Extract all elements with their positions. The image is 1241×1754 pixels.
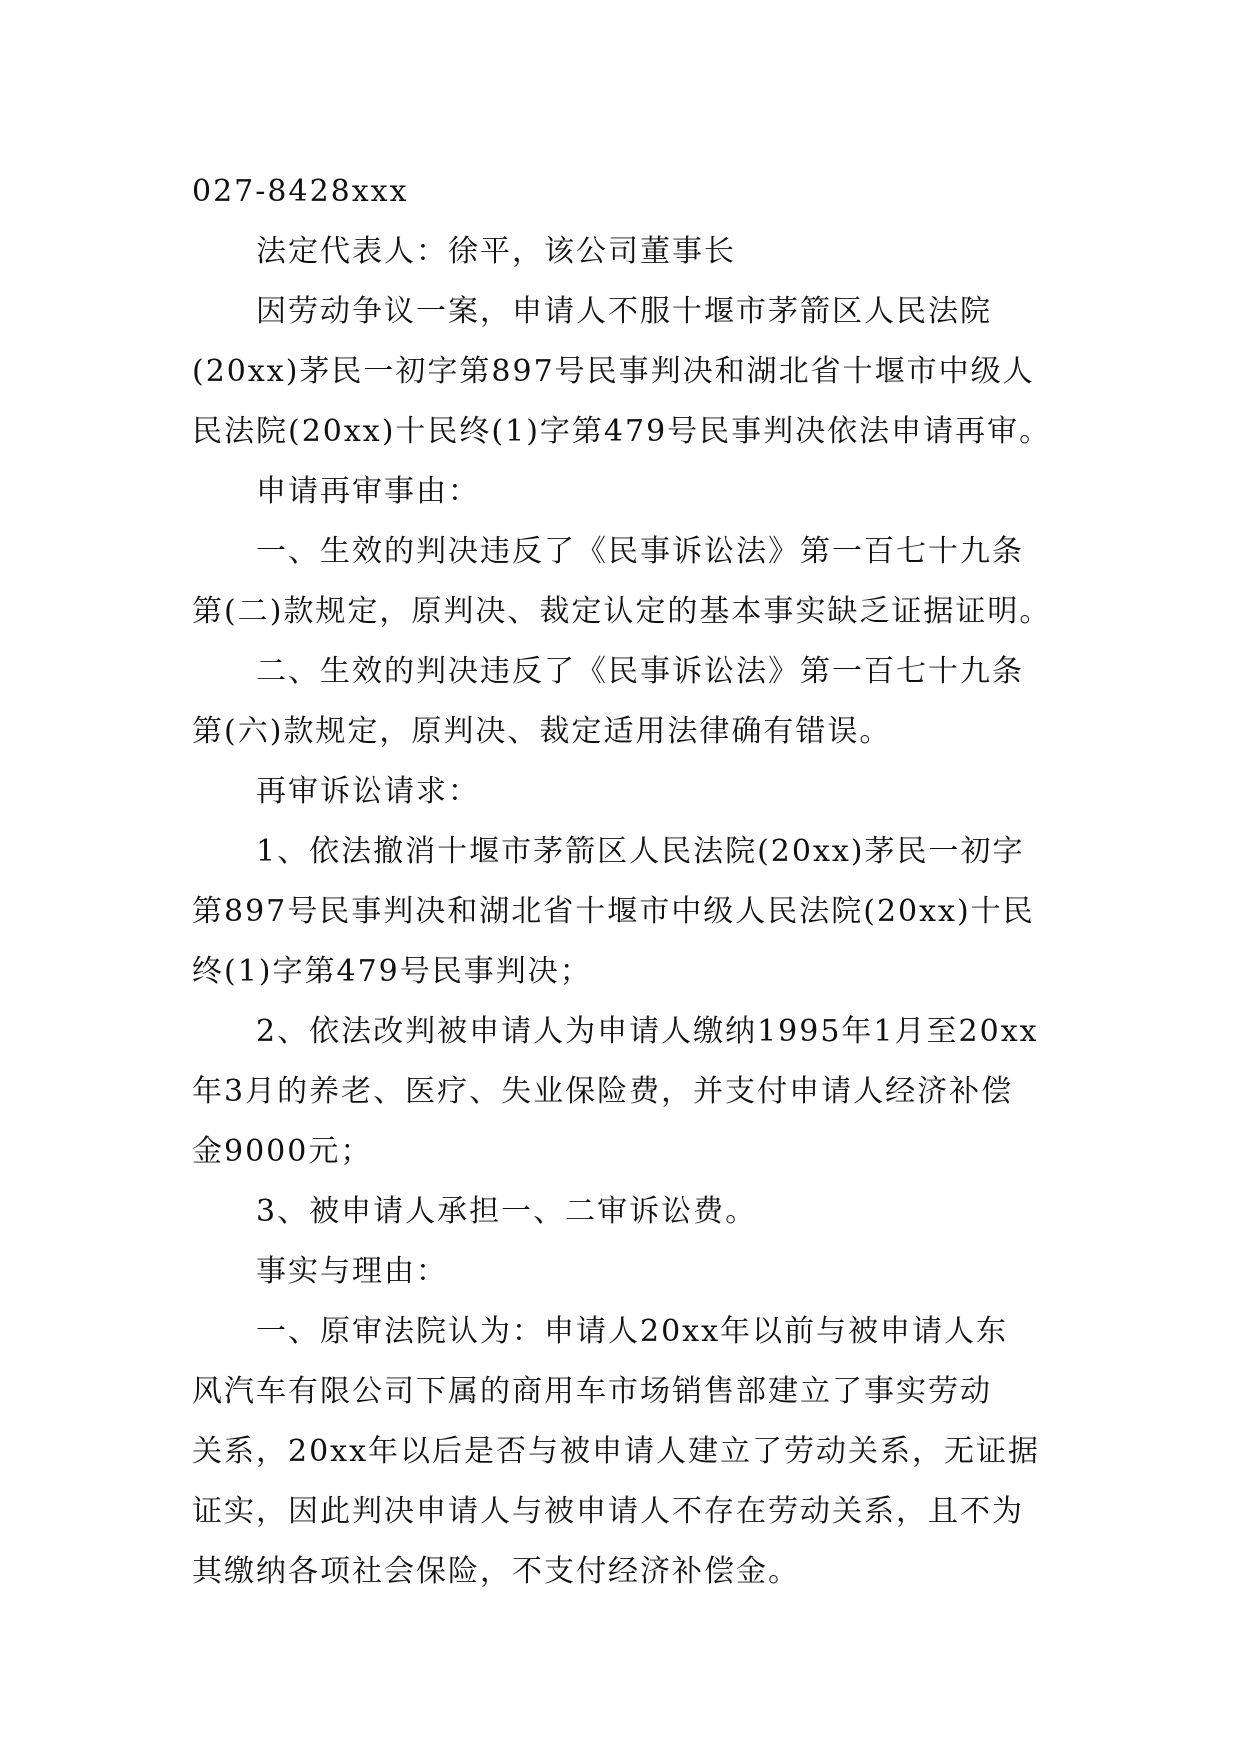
paragraph-line: 因劳动争议一案，申请人不服十堰市茅箭区人民法院	[256, 294, 992, 329]
document-body	[192, 162, 1060, 1602]
paragraph-line: 其缴纳各项社会保险，不支付经济补偿金。	[192, 1554, 800, 1589]
paragraph-line: 2、依法改判被申请人为申请人缴纳1995年1月至20xx	[256, 1014, 1039, 1049]
section-heading: 申请再审事由：	[256, 474, 480, 509]
paragraph-line: 证实，因此判决申请人与被申请人不存在劳动关系，且不为	[192, 1494, 1024, 1529]
paragraph-line: 一、生效的判决违反了《民事诉讼法》第一百七十九条	[256, 534, 1024, 569]
section-heading: 再审诉讼请求：	[256, 774, 480, 809]
paragraph-line: 3、被申请人承担一、二审诉讼费。	[256, 1194, 758, 1229]
paragraph-line: 关系，20xx年以后是否与被申请人建立了劳动关系，无证据	[192, 1434, 1041, 1469]
paragraph-line: 第(六)款规定，原判决、裁定适用法律确有错误。	[192, 714, 892, 749]
paragraph-line: 第(二)款规定，原判决、裁定认定的基本事实缺乏证据证明。	[192, 594, 1052, 629]
legal-representative-line: 法定代表人：徐平，该公司董事长	[256, 234, 736, 269]
phone-number-line: 027-8428xxx	[192, 174, 409, 209]
paragraph-line: 民法院(20xx)十民终(1)字第479号民事判决依法申请再审。	[192, 414, 1052, 449]
paragraph-line: 风汽车有限公司下属的商用车市场销售部建立了事实劳动	[192, 1374, 992, 1409]
paragraph-line: 终(1)字第479号民事判决；	[192, 954, 592, 989]
paragraph-line: 一、原审法院认为：申请人20xx年以前与被申请人东	[256, 1314, 1009, 1349]
section-heading: 事实与理由：	[256, 1254, 448, 1289]
paragraph-line: 年3月的养老、医疗、失业保险费，并支付申请人经济补偿	[192, 1074, 1014, 1109]
paragraph-line: 第897号民事判决和湖北省十堰市中级人民法院(20xx)十民	[192, 894, 1035, 929]
paragraph-line: (20xx)茅民一初字第897号民事判决和湖北省十堰市中级人	[192, 354, 1035, 389]
paragraph-line: 1、依法撤消十堰市茅箭区人民法院(20xx)茅民一初字	[256, 834, 1025, 869]
paragraph-line: 二、生效的判决违反了《民事诉讼法》第一百七十九条	[256, 654, 1024, 689]
paragraph-line: 金9000元；	[192, 1134, 373, 1169]
